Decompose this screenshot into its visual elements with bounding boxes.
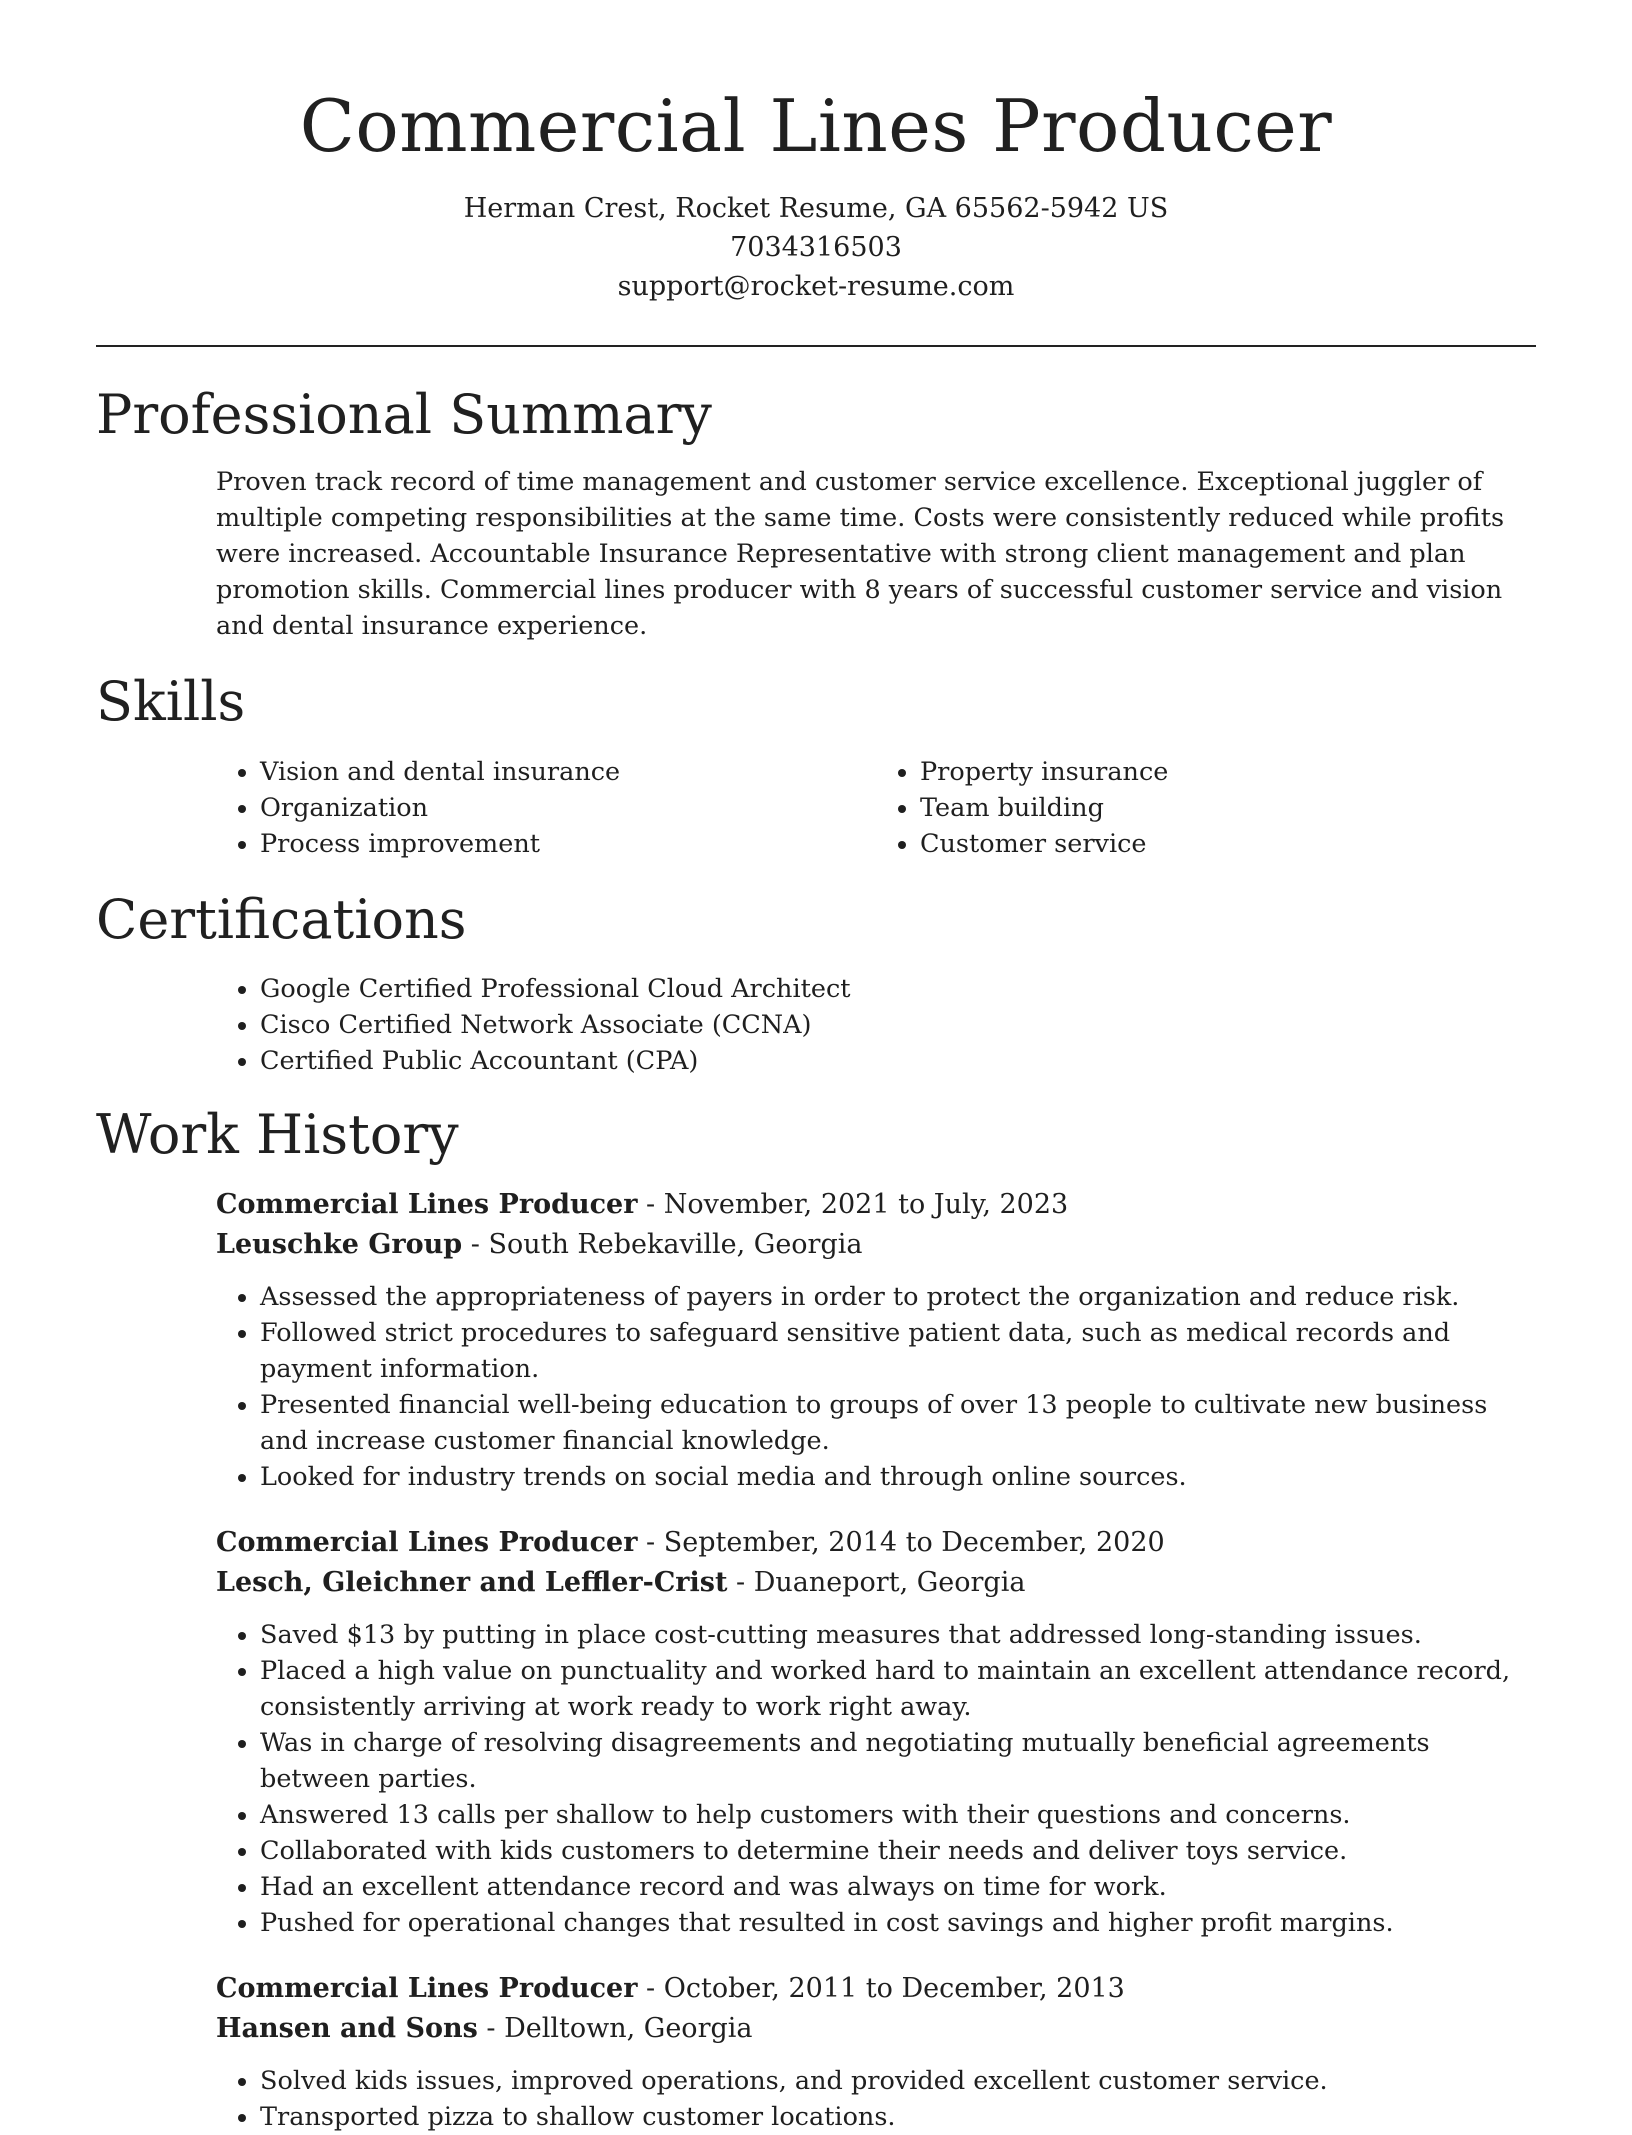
job-bullets	[96, 2063, 1536, 2135]
skill-item: • Team building	[920, 790, 1536, 826]
job-bullet: • Answered 13 calls per shallow to help customers with their questions and concerns.	[260, 1797, 1536, 1833]
job-employer-line	[216, 2009, 1536, 2049]
separator: -	[637, 1972, 664, 2004]
skills-heading: Skills	[96, 670, 246, 734]
job-bullets	[96, 1279, 1536, 1495]
contact-email: support@rocket-resume.com	[617, 271, 1015, 302]
skill-item: • Vision and dental insurance	[260, 754, 876, 790]
job-title: Commercial Lines Producer	[216, 1188, 638, 1220]
certification-item: • Certified Public Accountant (CPA)	[260, 1043, 1536, 1079]
job-title-line	[216, 1523, 1536, 1563]
job-location: South Rebekaville, Georgia	[488, 1228, 863, 1260]
skills-columns	[216, 754, 1536, 862]
separator: -	[477, 2012, 505, 2044]
skill-item: • Organization	[260, 790, 876, 826]
job-employer: Hansen and Sons	[216, 2012, 478, 2044]
certification-item: • Google Certified Professional Cloud Architect	[260, 971, 1536, 1007]
job-location: Delltown, Georgia	[504, 2012, 753, 2044]
skill-item: • Customer service	[920, 826, 1536, 862]
certifications-heading: Certifications	[96, 887, 467, 951]
certifications-list	[216, 971, 1536, 1079]
job-bullet: • Pushed for operational changes that resulted in cost savings and higher profit margins.	[260, 1905, 1536, 1941]
skills-list-right	[876, 754, 1536, 862]
summary-heading: Professional Summary	[96, 383, 712, 446]
job-bullet: • Assessed the appropriateness of payers in order to protect the organization and reduce risk.	[260, 1279, 1536, 1315]
job-employer: Leuschke Group	[216, 1228, 463, 1260]
job-bullets	[96, 1617, 1536, 1941]
job-bullet: • Saved $13 by putting in place cost-cutting measures that addressed long-standing issues.	[260, 1617, 1536, 1653]
job-entry	[216, 1523, 1536, 1941]
job-title-line	[216, 1969, 1536, 2009]
job-dates: October, 2011 to December, 2013	[663, 1972, 1125, 2004]
job-dates: September, 2014 to December, 2020	[663, 1526, 1165, 1558]
job-bullet: • Collaborated with kids customers to determine their needs and deliver toys service.	[260, 1833, 1536, 1869]
separator: -	[462, 1228, 489, 1260]
certifications-section	[96, 887, 1536, 1079]
summary-text: Proven track record of time management and customer service excellence. Exceptional juggler of multiple competing responsibilities at the same time. Costs were consistently reduced while profits were increased. Accountable Insurance Representative with strong client management and plan promotion skills. Commercial lines producer with 8 years of successful customer service and vision and dental insurance experience.	[216, 467, 1505, 642]
skill-item: • Property insurance	[920, 754, 1536, 790]
job-entry	[216, 1185, 1536, 1495]
header-divider	[96, 345, 1536, 347]
job-bullet: • Placed a high value on punctuality and worked hard to maintain an excellent attendance record, consistently arriving at work ready to work right away.	[260, 1653, 1536, 1725]
job-title: Commercial Lines Producer	[216, 1972, 638, 2004]
separator: -	[727, 1566, 754, 1598]
contact-phone: 7034316503	[730, 232, 902, 263]
job-dates: November, 2021 to July, 2023	[663, 1188, 1069, 1220]
resume-page	[96, 0, 1536, 2135]
summary-section	[96, 385, 1536, 644]
work-history-heading: Work History	[96, 1103, 459, 1167]
contact-block	[96, 189, 1536, 306]
job-location: Duaneport, Georgia	[753, 1566, 1026, 1598]
job-employer: Lesch, Gleichner and Leffler-Crist	[216, 1566, 728, 1598]
job-bullet: • Was in charge of resolving disagreements and negotiating mutually beneficial agreements between parties.	[260, 1725, 1536, 1797]
job-bullet: • Transported pizza to shallow customer locations.	[260, 2099, 1536, 2135]
job-bullet: • Solved kids issues, improved operations, and provided excellent customer service.	[260, 2063, 1536, 2099]
skills-section	[96, 672, 1536, 861]
job-entry	[216, 1969, 1536, 2135]
certification-item: • Cisco Certified Network Associate (CCNA)	[260, 1007, 1536, 1043]
job-employer-line	[216, 1563, 1536, 1603]
job-bullet: • Had an excellent attendance record and was always on time for work.	[260, 1869, 1536, 1905]
job-bullet: • Looked for industry trends on social media and through online sources.	[260, 1459, 1536, 1495]
job-bullet: • Presented financial well-being education to groups of over 13 people to cultivate new business and increase customer financial knowledge.	[260, 1387, 1536, 1459]
job-employer-line	[216, 1225, 1536, 1265]
job-bullet: • Followed strict procedures to safeguard sensitive patient data, such as medical records and payment information.	[260, 1315, 1536, 1387]
separator: -	[637, 1526, 664, 1558]
contact-address: Herman Crest, Rocket Resume, GA 65562-5942 US	[463, 193, 1169, 224]
job-title-line	[216, 1185, 1536, 1225]
skill-item: • Process improvement	[260, 826, 876, 862]
resume-title: Commercial Lines Producer	[299, 84, 1333, 168]
job-title: Commercial Lines Producer	[216, 1526, 638, 1558]
skills-list-left	[216, 754, 876, 862]
separator: -	[637, 1188, 664, 1220]
work-history-section	[96, 1105, 1536, 2134]
